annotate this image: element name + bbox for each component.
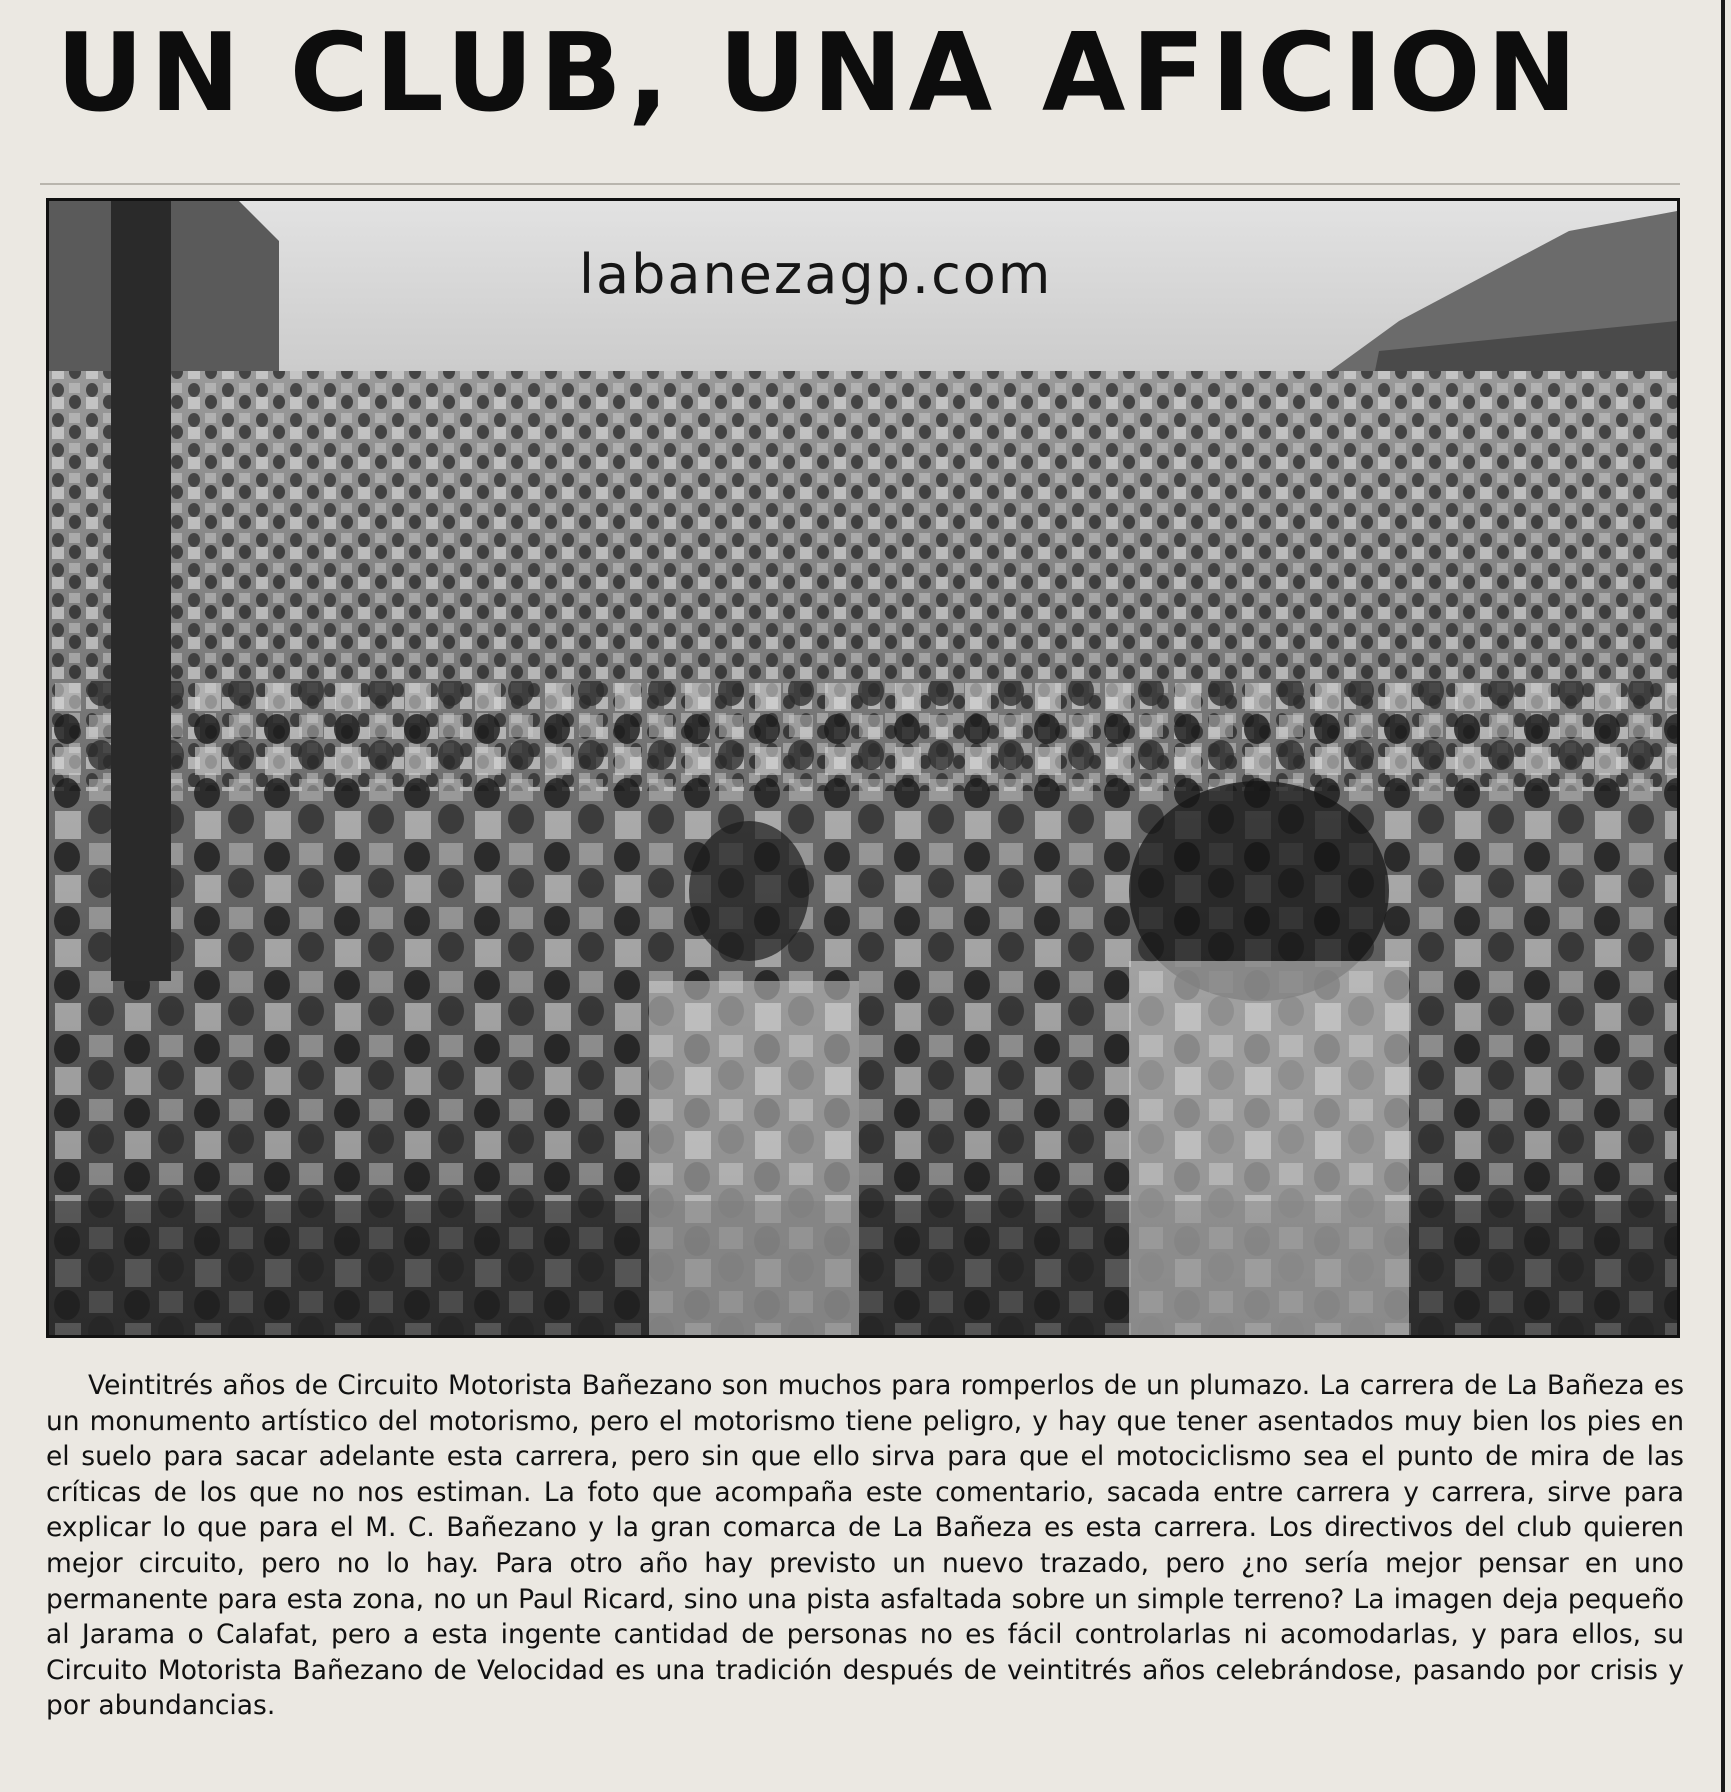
watermark: labanezagp.com	[579, 243, 1053, 306]
article-body: Veintitrés años de Circuito Motorista Bañezano son muchos para romperlos de un plumazo. La carrera de La Bañeza es un monumento artístico del motorismo, pero el motorismo tiene peligro, y hay que tener asentados muy bien los pies en el suelo para sacar adelante esta carrera, pero sin que ello sirva para que el motociclismo sea el punto de mira de las críticas de los que no nos estiman. La foto que acompaña este comentario, sacada entre carrera y carrera, sirve para explicar lo que para el M. C. Bañezano y la gran comarca de La Bañeza es esta carrera. Los directivos del club quieren mejor circuito, pero no lo hay. Para otro año hay previsto un nuevo trazado, pero ¿no sería mejor pensar en uno permanente para esta zona, no un Paul Ricard, sino una pista asfaltada sobre un simple terreno? La imagen deja pequeño al Jarama o Calafat, pero a esta ingente cantidad de personas no es fácil controlarlas ni acomodarlas, y para ellos, su Circuito Motorista Bañezano de Velocidad es una tradición después de veintitrés años celebrándose, pasando por crisis y por abundancias.	[46, 1370, 1684, 1722]
divider-rule	[40, 183, 1680, 185]
crowd-photo-illustration	[49, 201, 1677, 1335]
page-border	[1721, 0, 1725, 1792]
crowd-photo	[46, 198, 1680, 1338]
headline: UN CLUB, UNA AFICION	[56, 11, 1584, 136]
